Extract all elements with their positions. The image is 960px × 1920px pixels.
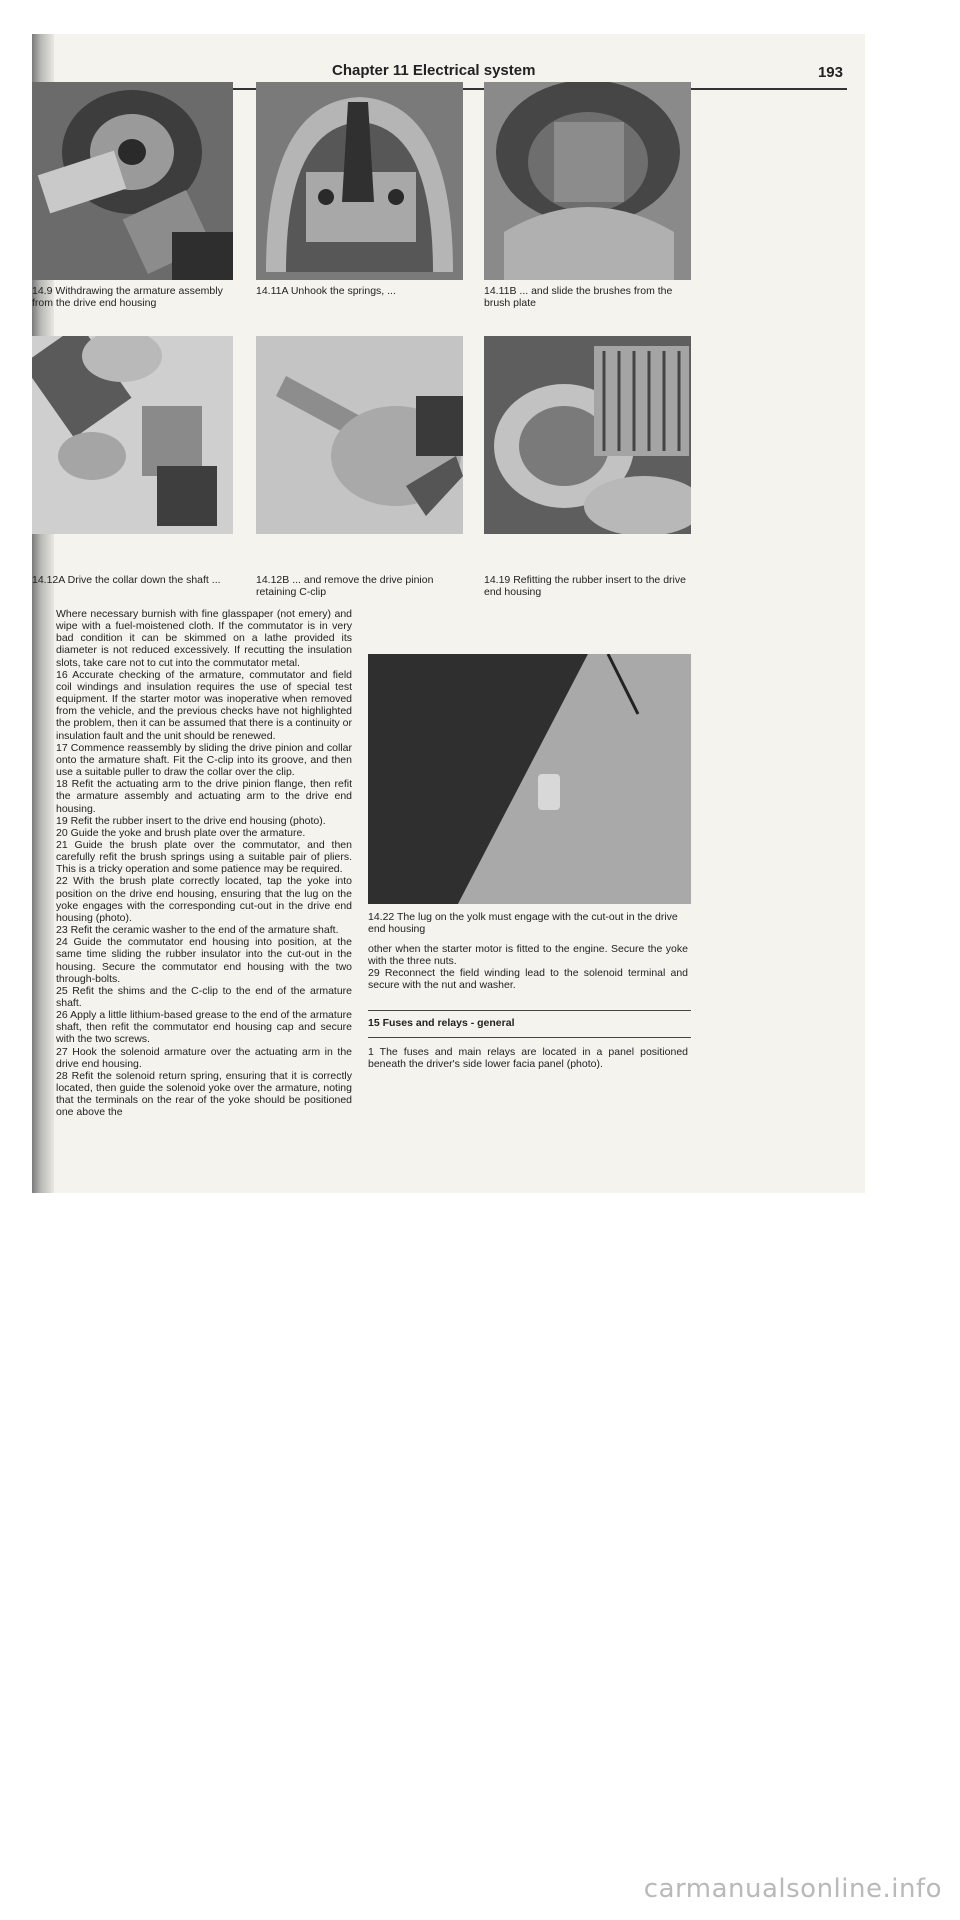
paragraph: 17 Commence reassembly by sliding the drive pinion and collar onto the armature shaft. Fit the C-clip into its groove, and then use a suitable puller to draw the collar over the clip. — [56, 741, 352, 779]
paragraph: 21 Guide the brush plate over the commutator, and then carefully refit the brush springs using a suitable pair of pliers. This is a tricky operation and some patience may be required. — [56, 838, 352, 876]
photo-14-11b — [484, 82, 691, 280]
paragraph: 27 Hook the solenoid armature over the actuating arm in the drive end housing. — [56, 1045, 352, 1070]
photo-14-22 — [368, 654, 691, 904]
paragraph: 28 Refit the solenoid return spring, ensuring that it is correctly located, then guide the solenoid yoke over the armature, noting that the terminals on the rear of the yoke should be positioned one above the — [56, 1069, 352, 1119]
paragraph: 29 Reconnect the field winding lead to the solenoid terminal and secure with the nut and washer. — [368, 967, 688, 992]
paragraph: other when the starter motor is fitted to the engine. Secure the yoke with the three nuts. — [368, 943, 688, 968]
photo-14-12b — [256, 336, 463, 534]
photo-14-19 — [484, 336, 691, 534]
manual-page — [32, 34, 865, 1193]
paragraph: 23 Refit the ceramic washer to the end of the armature shaft. — [56, 924, 339, 937]
section-rule-top — [368, 1010, 691, 1011]
caption-14-9: 14.9 Withdrawing the armature assembly from the drive end housing — [32, 285, 223, 309]
paragraph: 26 Apply a little lithium-based grease to the end of the armature shaft, then refit the commutator end housing cap and secure with the two screws. — [56, 1009, 352, 1046]
paragraph: Where necessary burnish with fine glasspaper (not emery) and wipe with a fuel-moistened cloth. If the commutator is in very bad condition it can be skimmed on a lathe provided its diameter is not reduced excessively. If recutting the insulation slots, take care not to cut into the commutator metal. — [56, 608, 352, 669]
caption-14-12b: 14.12B ... and remove the drive pinion retaining C-clip — [256, 574, 434, 598]
caption-14-12a: 14.12A Drive the collar down the shaft ... — [32, 574, 221, 586]
section-paragraph: 1 The fuses and main relays are located in a panel positioned beneath the driver's side lower facia panel (photo). — [368, 1046, 688, 1071]
paragraph: 20 Guide the yoke and brush plate over the armature. — [56, 826, 306, 839]
caption-14-11b: 14.11B ... and slide the brushes from the brush plate — [484, 285, 673, 309]
section-title: 15 Fuses and relays - general — [368, 1017, 515, 1029]
paragraph: 24 Guide the commutator end housing into position, at the same time sliding the rubber insulator into the cut-out in the housing. Secure the commutator end housing with the two through-bolts. — [56, 936, 352, 985]
paragraph: 22 With the brush plate correctly located, tap the yoke into position on the drive end housing, ensuring that the lug on the yoke engages with the corresponding cut-out in the drive end housing (photo). — [56, 875, 352, 924]
photo-14-11a — [256, 82, 463, 280]
page-number: 193 — [817, 64, 843, 81]
right-column-text — [368, 943, 688, 992]
paragraph: 18 Refit the actuating arm to the drive pinion flange, then refit the armature assembly and actuating arm to the drive end housing. — [56, 778, 352, 815]
paragraph: 25 Refit the shims and the C-clip to the end of the armature shaft. — [56, 984, 352, 1009]
watermark: carmanualsonline.info — [643, 1874, 942, 1904]
paragraph: 16 Accurate checking of the armature, commutator and field coil windings and insulation requires the use of special test equipment. If the starter motor was inoperative when removed from the vehicle, and the previous checks have not highlighted the problem, then it can be assumed that there is a continuity or insulation fault and the unit should be renewed. — [56, 668, 352, 742]
section-rule-bottom — [368, 1037, 691, 1038]
paragraph: 19 Refit the rubber insert to the drive end housing (photo). — [56, 814, 326, 827]
photo-14-12a — [32, 336, 233, 534]
left-column-text — [56, 608, 352, 1119]
photo-14-9 — [32, 82, 233, 280]
caption-14-11a: 14.11A Unhook the springs, ... — [256, 285, 396, 297]
caption-14-22: 14.22 The lug on the yolk must engage with the cut-out in the drive end housing — [368, 911, 678, 935]
caption-14-19: 14.19 Refitting the rubber insert to the drive end housing — [484, 574, 686, 598]
chapter-header: Chapter 11 Electrical system — [332, 62, 536, 79]
